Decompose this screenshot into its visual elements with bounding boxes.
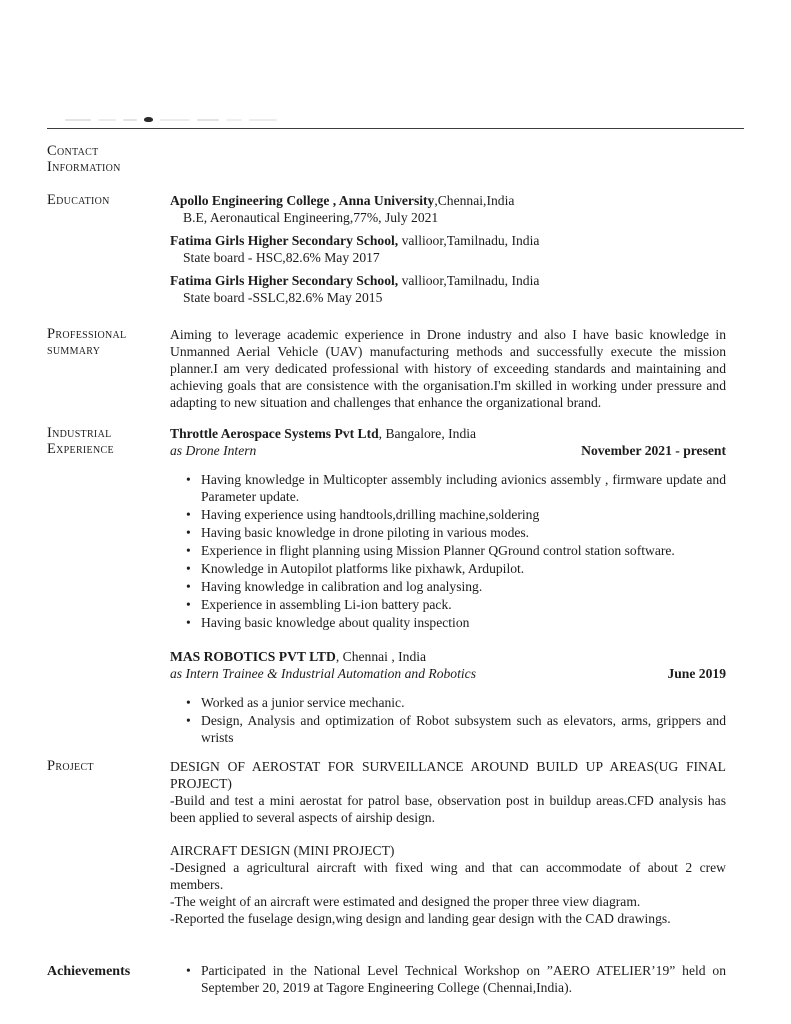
experience-label-line1: Industrial bbox=[47, 425, 112, 441]
project-title: DESIGN OF AEROSTAT FOR SURVEILLANCE AROUND BUILD UP AREAS(UG FINAL PROJECT) bbox=[170, 759, 726, 791]
job-dates: November 2021 - present bbox=[581, 443, 726, 458]
section-contact-information bbox=[47, 143, 744, 175]
name-smudge bbox=[98, 119, 116, 121]
institution-location: ,Chennai,India bbox=[434, 193, 515, 208]
institution-name: Fatima Girls Higher Secondary School, bbox=[170, 273, 399, 288]
company-location: , Bangalore, India bbox=[378, 426, 477, 441]
job-bullet: • Having experience using handtools,drilling machine,soldering bbox=[186, 506, 726, 523]
project-entry bbox=[170, 758, 726, 826]
contact-label-line2: Information bbox=[47, 159, 121, 175]
section-industrial-experience bbox=[47, 425, 744, 747]
name-smudge bbox=[160, 119, 190, 121]
job-role: as Drone Intern bbox=[170, 443, 257, 458]
name-smudge bbox=[65, 119, 91, 121]
job-bullet: • Experience in flight planning using Mission Planner QGround control station software. bbox=[186, 542, 726, 559]
institution-location: vallioor,Tamilnadu, India bbox=[398, 233, 540, 248]
experience-label-line2: Experience bbox=[47, 441, 114, 457]
header-rule bbox=[47, 128, 744, 129]
project-description-line: -Designed a agricultural aircraft with fixed wing and that can accommodate of about 2 crew members. bbox=[170, 860, 726, 892]
name-smudge bbox=[249, 119, 277, 121]
summary-label-line1: Professional bbox=[47, 326, 127, 342]
section-professional-summary bbox=[47, 326, 744, 411]
education-label-text: Education bbox=[47, 192, 110, 208]
project-description-line: -Reported the fuselage design,wing design and landing gear design with the CAD drawings. bbox=[170, 911, 671, 926]
institution-name: Apollo Engineering College , Anna University bbox=[170, 193, 435, 208]
institution-location: vallioor,Tamilnadu, India bbox=[398, 273, 540, 288]
redacted-name bbox=[65, 110, 355, 122]
education-entry-headline bbox=[170, 232, 726, 249]
job-role: as Intern Trainee & Industrial Automation and Robotics bbox=[170, 666, 476, 681]
name-smudge bbox=[197, 119, 219, 121]
contact-label-line1: Contact bbox=[47, 143, 99, 159]
education-entry bbox=[170, 232, 726, 266]
job-bullet: • Knowledge in Autopilot platforms like pixhawk, Ardupilot. bbox=[186, 560, 726, 577]
achievements-content bbox=[170, 962, 726, 997]
industrial-experience-content bbox=[170, 425, 726, 747]
job-entry bbox=[170, 648, 726, 746]
professional-summary-label bbox=[47, 326, 170, 358]
achievement-bullet: • Participated in the National Level Technical Workshop on ”AERO ATELIER’19” held on September 20, 2019 at Tagore Engineering College (Chennai,India). bbox=[186, 962, 726, 996]
company-location: , Chennai , India bbox=[335, 649, 427, 664]
achievements-label bbox=[47, 962, 170, 980]
job-company-line bbox=[170, 648, 726, 665]
job-bullet: • Having knowledge in Multicopter assembly including avionics assembly , firmware update and Parameter update. bbox=[186, 471, 726, 505]
achievements-label-text: Achievements bbox=[47, 964, 131, 979]
institution-name: Fatima Girls Higher Secondary School, bbox=[170, 233, 399, 248]
section-achievements bbox=[47, 962, 744, 997]
summary-label-line2: summary bbox=[47, 342, 101, 358]
project-entry bbox=[170, 842, 726, 927]
education-entry-detail: State board -SSLC,82.6% May 2015 bbox=[183, 290, 383, 305]
project-label bbox=[47, 758, 170, 774]
job-bullet-list bbox=[186, 471, 726, 631]
company-name: Throttle Aerospace Systems Pvt Ltd bbox=[170, 426, 379, 441]
job-bullet: • Having knowledge in calibration and log analysing. bbox=[186, 578, 726, 595]
section-education bbox=[47, 192, 744, 312]
education-entry-headline bbox=[170, 272, 726, 289]
job-dates: June 2019 bbox=[667, 666, 726, 681]
job-bullet: • Having basic knowledge in drone piloting in various modes. bbox=[186, 524, 726, 541]
education-entry-headline bbox=[170, 192, 726, 209]
education-entry-detail: B.E, Aeronautical Engineering,77%, July 2021 bbox=[183, 210, 439, 225]
name-ink-mark bbox=[144, 117, 153, 122]
education-content bbox=[170, 192, 726, 312]
project-content bbox=[170, 758, 726, 943]
contact-information-label bbox=[47, 143, 170, 175]
section-project bbox=[47, 758, 744, 943]
job-role-line bbox=[170, 442, 726, 459]
job-bullet-list bbox=[186, 694, 726, 746]
resume-body bbox=[47, 143, 744, 997]
job-bullet: • Having basic knowledge about quality inspection bbox=[186, 614, 726, 631]
project-description-line: -Build and test a mini aerostat for patrol base, observation post in buildup areas.CFD analysis has been applied to several aspects of airship design. bbox=[170, 793, 726, 825]
project-title: AIRCRAFT DESIGN (MINI PROJECT) bbox=[170, 843, 395, 858]
job-bullet: • Worked as a junior service mechanic. bbox=[186, 694, 726, 711]
job-role-line bbox=[170, 665, 726, 682]
education-label bbox=[47, 192, 170, 208]
professional-summary-text: Aiming to leverage academic experience in Drone industry and also I have basic knowledge in Unmanned Aerial Vehicle (UAV) manufacturing methods and successfully execute the mission planner.I am very dedicated professional with history of exceeding standards and maintaining and achieving goals that are consistence with the organisation.I'm skilled in working under pressure and adapting to new situation and challenges that enhance the organizational brand. bbox=[170, 327, 726, 410]
job-company-line bbox=[170, 425, 726, 442]
achievements-bullet-list bbox=[186, 962, 726, 996]
education-entry bbox=[170, 272, 726, 306]
name-smudge bbox=[123, 119, 137, 121]
project-description-line: -The weight of an aircraft were estimated and designed the proper three view diagram. bbox=[170, 894, 641, 909]
job-entry bbox=[170, 425, 726, 631]
company-name: MAS ROBOTICS PVT LTD bbox=[170, 649, 336, 664]
industrial-experience-label bbox=[47, 425, 170, 457]
education-entry bbox=[170, 192, 726, 226]
education-entry-detail: State board - HSC,82.6% May 2017 bbox=[183, 250, 380, 265]
name-smudge bbox=[226, 119, 242, 121]
job-bullet: • Design, Analysis and optimization of Robot subsystem such as elevators, arms, grippers and wrists bbox=[186, 712, 726, 746]
project-label-text: Project bbox=[47, 758, 94, 774]
job-bullet: • Experience in assembling Li-ion battery pack. bbox=[186, 596, 726, 613]
